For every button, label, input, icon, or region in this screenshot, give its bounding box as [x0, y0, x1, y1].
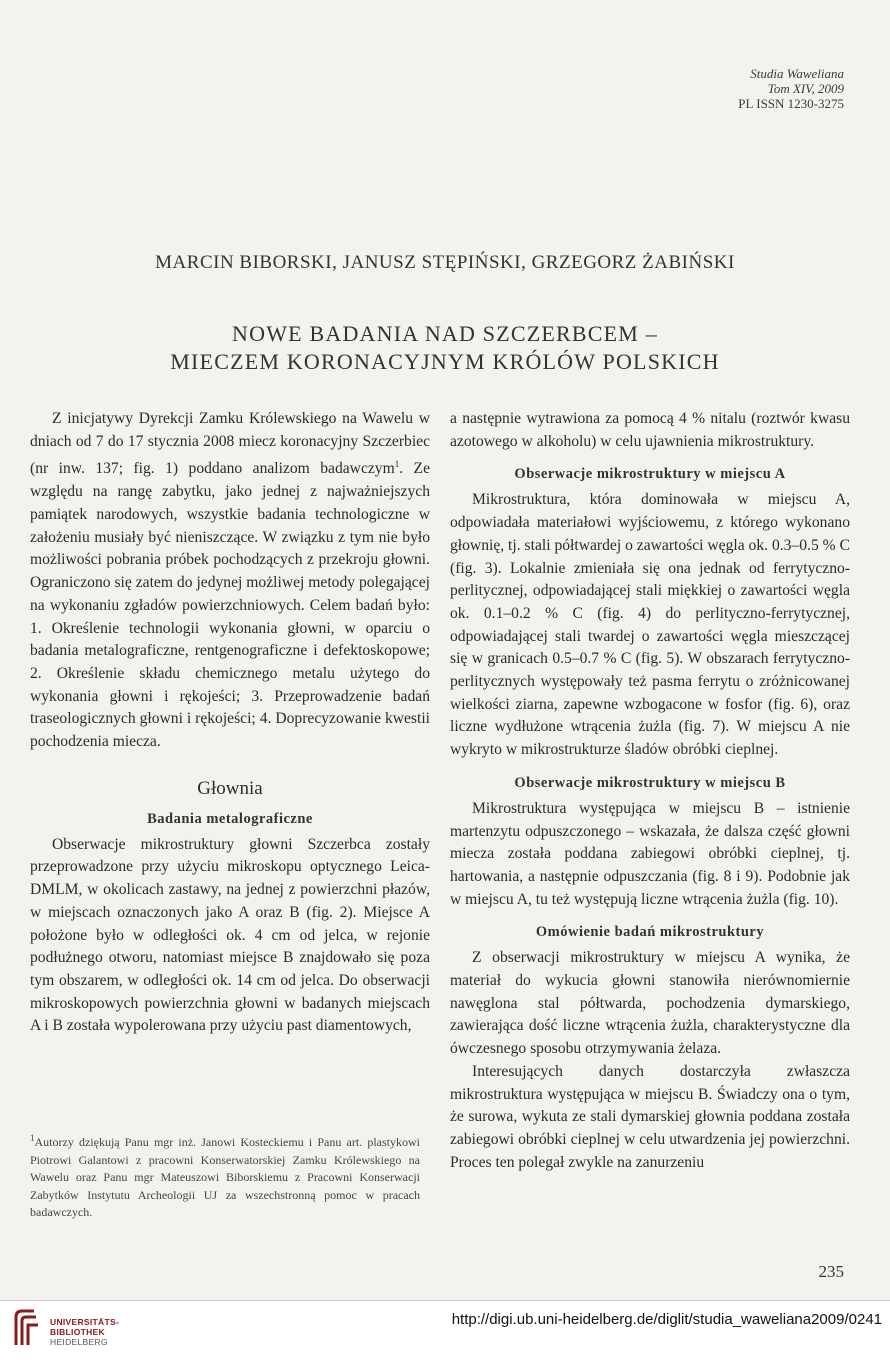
continuation-paragraph: a następnie wytrawiona za pomocą 4 % nitalu (roztwór kwasu azotowego w alkoholu) w celu ujawnienia mikrostruktury.	[450, 410, 850, 450]
library-name-line-2: BIBLIOTHEK	[50, 1327, 105, 1337]
heading-location-b: Obserwacje mikrostruktury w miejscu B	[514, 774, 786, 791]
metallography-paragraph: Obserwacje mikrostruktury głowni Szczerbca zostały przeprowadzone przy użyciu mikroskopu optycznego Leica-DMLM, w okolicach zastawy, na jednej z powierzchni płazów, w miejscach oznaczonych jako A oraz B (fig. 2). Miejsce A położone było w odległości ok. 4 cm od jelca, w rejonie podłużnego otworu, natomiast miejsce B znajdowało się poza tym obszarem, w odległości ok. 14 cm od jelca. Do obserwacji mikroskopowych powierzchnia głowni w badanych miejscach A i B została wypolerowana przy użyciu past diamentowych,	[30, 835, 430, 1035]
library-name	[50, 1317, 119, 1347]
paragraph-discussion-2: Interesujących danych dostarczyła zwłaszcza mikrostruktura występująca w miejscu B. Świadczy ona o tym, że surowa, wykuta ze stali dymarskiej głownia poddana została zabiegowi obróbki cieplnej w celu utwardzenia jej powierzchni. Proces ten polegał zwykle na zanurzeniu	[450, 1062, 850, 1171]
article-title-line-1: NOWE BADANIA NAD SZCZERBCEM –	[232, 321, 658, 346]
right-column	[450, 408, 850, 1174]
intro-text-b: . Ze względu na rangę zabytku, jako jednej z najważniejszych pamiątek narodowych, wszystkie badania technologiczne w założeniu musiały być nieniszczące. W związku z tym nie było możliwości pobrania próbek pochodzących z przekroju głowni. Ograniczono się zatem do jedynej możliwej metody polegającej na wykonaniu zgładów powierzchniowych. Celem badań było: 1. Określenie technologii wykonania głowni, w oparciu o badania metalograficzne, rentgenograficzne i defektoskopowe; 2. Określenie składu chemicznego metalu użytego do wykonania głowni i rękojeści; 3. Przeprowadzenie badań traseologicznych głowni i rękojeści; 4. Doprecyzowanie kwestii pochodzenia miecza.	[30, 460, 430, 751]
footnote-number: 1	[30, 1133, 35, 1143]
footnote-ref: 1	[394, 459, 400, 470]
journal-header	[738, 66, 844, 111]
footnote	[30, 1130, 420, 1222]
left-column	[30, 408, 430, 1038]
library-footer	[0, 1300, 890, 1364]
library-name-line-1: UNIVERSITÄTS-	[50, 1317, 120, 1327]
footnote-text: Autorzy dziękują Panu mgr inż. Janowi Kosteckiemu i Panu art. plastykowi Piotrowi Galantowi z pracowni Konserwatorskiej Zamku Królewskiego na Wawelu oraz Panu mgr Mateuszowi Biborskiemu z Pracowni Konserwacji Zabytków Instytutu Archeologii UJ za wszechstronną pomoc w pracach badawczych.	[30, 1135, 420, 1219]
article-authors: MARCIN BIBORSKI, JANUSZ STĘPIŃSKI, GRZEGORZ ŻABIŃSKI	[155, 252, 735, 273]
section-heading: Głownia	[197, 777, 263, 799]
subsection-heading: Badania metalograficzne	[147, 810, 313, 827]
document-url-link[interactable]: http://digi.ub.uni-heidelberg.de/diglit/studia_waweliana2009/0241	[451, 1311, 882, 1328]
library-name-line-3: HEIDELBERG	[50, 1337, 108, 1347]
paragraph-location-a: Mikrostruktura, która dominowała w miejscu A, odpowiadała materiałowi wyjściowemu, z którego wykonano głownię, tj. stali półtwardej o zawartości węgla ok. 0.3–0.5 % C (fig. 3). Lokalnie zmieniała się ona jednak od ferrytyczno-perlitycznej, odpowiadającej stali miękkiej o zawartości węgla ok. 0.1–0.2 % C (fig. 4) do perlityczno-ferrytycznej, odpowiadającej stali twardej o zawartości węgla mieszczącej się w granicach 0.5–0.7 % C (fig. 5). W obszarach ferrytyczno-perlitycznych występowały też pasma ferrytu o zróżnicowanej wielkości ziarna, zapewne wzbogacone w fosfor (fig. 6), oraz liczne wydłużone wtrącenia żużla (fig. 7). W miejscu A nie wykryto w mikrostrukturze śladów obróbki cieplnej.	[450, 491, 850, 759]
paragraph-discussion-1: Z obserwacji mikrostruktury w miejscu A wynika, że materiał do wykucia głowni stanowiła nierównomiernie nawęglona stal półtwarda, pochodzenia dymarskiego, zawierająca dość liczne wtrącenia żużla, charakterystyczne dla ówczesnego sposobu otrzymywania żelaza.	[450, 949, 850, 1058]
intro-text-a: Z inicjatywy Dyrekcji Zamku Królewskiego na Wawelu w dniach od 7 do 17 stycznia 2008 miecz koronacyjny Szczerbiec (nr inw. 137; fig. 1) poddano analizom badawczym	[30, 410, 430, 478]
heading-discussion: Omówienie badań mikrostruktury	[535, 924, 765, 941]
intro-paragraph	[30, 408, 430, 754]
page-number: 235	[818, 1262, 844, 1281]
article-title	[0, 320, 890, 376]
paragraph-location-b: Mikrostruktura występująca w miejscu B – istnienie martenzytu odpuszczonego – wskazała, że dalsza część głowni miecza została poddana zabiegowi obróbki cieplnej, tj. hartowania, a następnie odpuszczania (fig. 8 i 9). Podobnie jak w miejscu A, tu też występują liczne wtrącenia żużla (fig. 10).	[450, 799, 850, 908]
journal-issn: PL ISSN 1230-3275	[738, 96, 844, 111]
article-title-line-2: MIECZEM KORONACYJNYM KRÓLÓW POLSKICH	[170, 349, 720, 374]
heading-location-a: Obserwacje mikrostruktury w miejscu A	[514, 466, 786, 483]
journal-name: Studia Waweliana	[750, 66, 844, 81]
journal-volume: Tom XIV, 2009	[767, 81, 844, 96]
ub-heidelberg-logo-icon	[10, 1307, 42, 1349]
